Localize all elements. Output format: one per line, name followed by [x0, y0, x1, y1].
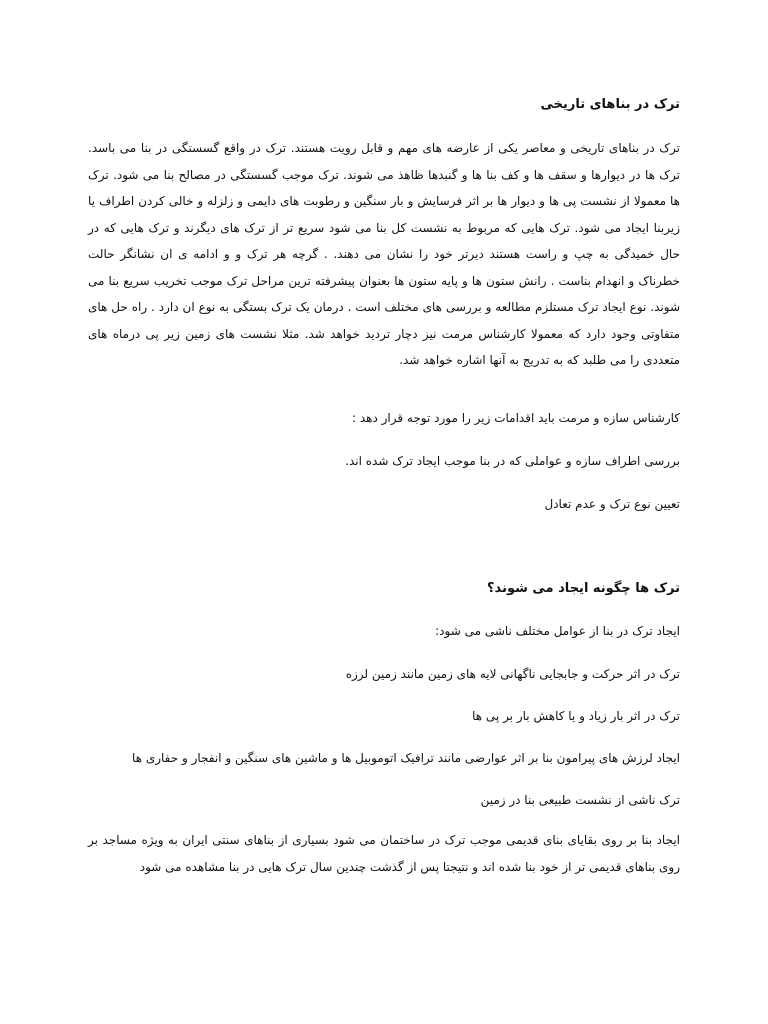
section-title-historic-cracks: ترک در بناهای تاریخی: [540, 97, 680, 112]
old-remains-paragraph: ایجاد بنا بر روی بقایای بنای قدیمی موجب ترک در ساختمان می شود بسیاری از بناهای سنتی ایران به ویژه مساجد بر روی بناهای قدیمی تر از خود بنا شده اند و نتیجتا پس از گذشت چندین سال ترک هایی در بنا مشاهده می شود: [88, 833, 680, 874]
expert-actions-line: کارشناس سازه و مرمت باید اقدامات زیر را مورد توجه قرار دهد :: [351, 411, 680, 425]
causes-intro-line: ایجاد ترک در بنا از عوامل مختلف ناشی می شود:: [435, 624, 680, 638]
cause-load-line: ترک در اثر بار زیاد و یا کاهش بار بر پی ها: [472, 709, 680, 723]
intro-paragraph: ترک در بناهای تاریخی و معاصر یکی از عارضه های مهم و قابل رویت هستند. ترک در واقع گسستگی در بنا می باسد. ترک ها در دیوارها و سقف ها و کف بنا ها و گنبدها ظاهذ می شوند. ترک موجب گسستگی در مصالح بنا می شود. ترک ها معمولا از نشست پی ها و دیوار ها بر اثر فرسایش و بار سنگین و رطوبت های دایمی و زلزله و خالی کردن اطراف یا زیربنا ایجاد می شود. ترک هایی که مربوط به نشست کل بنا می شود سریع تر از ترک های دیگرند و ترک هایی که در حال خمیدگی به چپ و راست هستند دیرتر خود را نشان می دهند. . گرچه هر ترک و و ادامه ی ان نشانگر حالت خطرناک و انهدام بناست . رانش ستون ها و پایه ستون ها بعنوان پیشرفته ترین مراحل ترک موجب تخریب سریع بنا می شوند. نوع ایجاد ترک مستلزم مطالعه و بررسی های مختلف است . درمان یک ترک بستگی به نوع ان دارد . راه حل های متفاوتی وجود دارد که معمولا کارشناس مرمت نیز دچار تردید خواهد شد. مثلا نشست های زمین زیر پی درماه های متعددی را می طلبد که به تدریج به آنها اشاره خواهد شد.: [88, 141, 680, 367]
document-page: [88, 0, 680, 1024]
crack-type-line: تعیین نوع ترک و عدم تعادل: [544, 497, 680, 511]
cause-earthquake-line: ترک در اثر حرکت و جابجایی ناگهانی لایه های زمین مانند زمین لرزه: [345, 667, 680, 681]
survey-surroundings-line: بررسی اطراف سازه و عواملی که در بنا موجب ایجاد ترک شده اند.: [345, 454, 680, 468]
section-title-how-cracks-form: ترک ها چگونه ایجاد می شوند؟: [487, 581, 680, 596]
cause-settlement-line: ترک ناشی از نشست طبیعی بنا در زمین: [480, 793, 680, 807]
cause-vibration-line: ایجاد لرزش های پیرامون بنا بر اثر عوارضی مانند ترافیک اتوموبیل ها و ماشین های سنگین و انفجار و حفاری ها: [132, 751, 680, 765]
